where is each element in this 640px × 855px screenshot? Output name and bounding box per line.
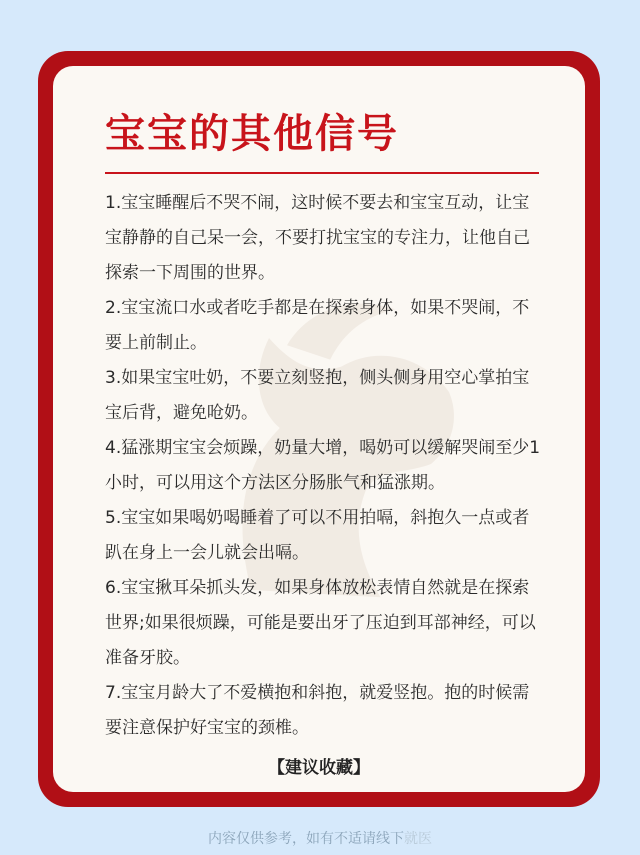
list-item: 6.宝宝揪耳朵抓头发，如果身体放松表情自然就是在探索世界;如果很烦躁，可能是要出牙了压迫到耳部神经，可以准备牙胶。 (105, 578, 536, 668)
list-item: 4.猛涨期宝宝会烦躁，奶量大增，喝奶可以缓解哭闹至少1小时，可以用这个方法区分肠胀气和猛涨期。 (105, 438, 541, 493)
page-title: 宝宝的其他信号 (105, 111, 399, 157)
list-item: 5.宝宝如果喝奶喝睡着了可以不用拍嗝，斜抱久一点或者趴在身上一会儿就会出嗝。 (105, 508, 530, 563)
disclaimer-text (0, 828, 640, 848)
list-item: 3.如果宝宝吐奶，不要立刻竖抱，侧头侧身用空心掌拍宝宝后背，避免呛奶。 (105, 368, 530, 423)
disclaimer-main: 内容仅供参考，如有不适请线下 (208, 831, 404, 847)
save-suggestion-label: 【建议收藏】 (268, 758, 370, 778)
signal-list (105, 186, 545, 746)
card-content (53, 66, 585, 792)
disclaimer-tail: 就医 (404, 831, 432, 847)
list-item: 7.宝宝月龄大了不爱横抱和斜抱，就爱竖抱。抱的时候需要注意保护好宝宝的颈椎。 (105, 683, 530, 738)
title-underline (105, 172, 539, 174)
list-item: 2.宝宝流口水或者吃手都是在探索身体，如果不哭闹，不要上前制止。 (105, 298, 530, 353)
card-frame (38, 51, 600, 807)
list-item: 1.宝宝睡醒后不哭不闹，这时候不要去和宝宝互动，让宝宝静静的自己呆一会，不要打扰宝宝的专注力，让他自己探索一下周围的世界。 (105, 193, 530, 283)
